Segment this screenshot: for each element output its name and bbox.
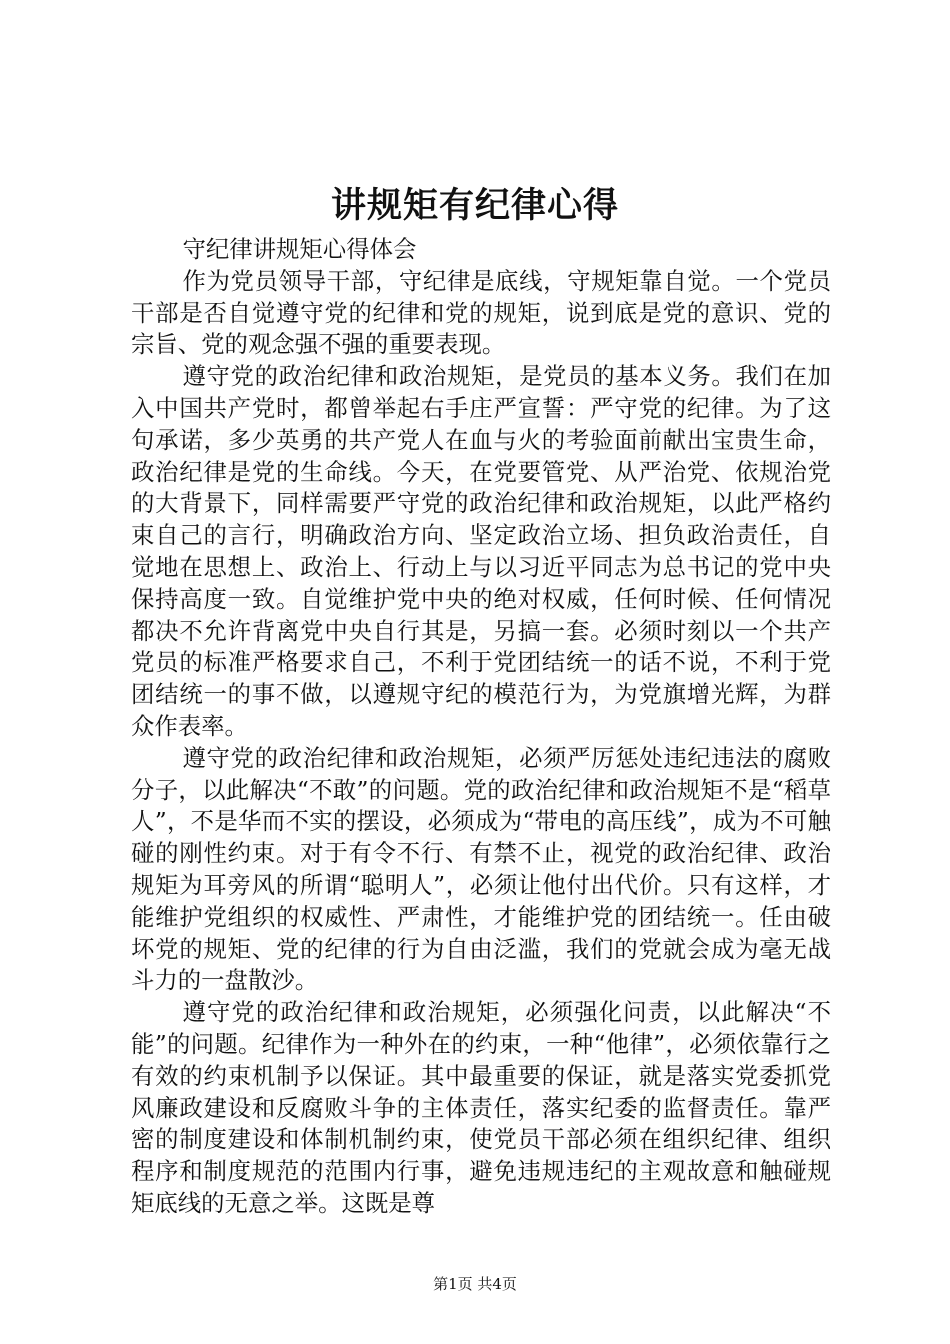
paragraph: 遵守党的政治纪律和政治规矩，是党员的基本义务。我们在加入中国共产党时，都曾举起右手庄严宣誓：严守党的纪律。为了这句承诺，多少英勇的共产党人在血与火的考验面前献出宝贵生命，政治纪律是党的生命线。今天，在党要管党、从严治党、依规治党的大背景下，同样需要严守党的政治纪律和政治规矩，以此严格约束自己的言行，明确政治方向、坚定政治立场、担负政治责任，自觉地在思想上、政治上、行动上与以习近平同志为总书记的党中央保持高度一致。自觉维护党中央的绝对权威，任何时候、任何情况都决不允许背离党中央自行其是，另搞一套。必须时刻以一个共产党员的标准严格要求自己，不利于党团结统一的话不说，不利于党团结统一的事不做，以遵规守纪的模范行为，为党旗增光辉，为群众作表率。: [131, 362, 831, 740]
paragraph-subtitle: 守纪律讲规矩心得体会: [182, 235, 417, 263]
paragraph: 遵守党的政治纪律和政治规矩，必须强化问责，以此解决“不能”的问题。纪律作为一种外在的约束，一种“他律”，必须依靠行之有效的约束机制予以保证。其中最重要的保证，就是落实党委抓党风廉政建设和反腐败斗争的主体责任，落实纪委的监督责任。靠严密的制度建设和体制机制约束，使党员干部必须在组织纪律、组织程序和制度规范的范围内行事，避免违规违纪的主观故意和触碰规矩底线的无意之举。这既是尊: [131, 998, 831, 1217]
document-body: [131, 234, 831, 1220]
paragraph: 作为党员领导干部，守纪律是底线，守规矩靠自觉。一个党员干部是否自觉遵守党的纪律和党的规矩，说到底是党的意识、党的宗旨、党的观念强不强的重要表现。: [131, 266, 831, 359]
page-footer: 第1页 共4页: [433, 1275, 517, 1293]
paragraph: 遵守党的政治纪律和政治规矩，必须严厉惩处违纪违法的腐败分子，以此解决“不敢”的问题。党的政治纪律和政治规矩不是“稻草人”，不是华而不实的摆设，必须成为“带电的高压线”，成为不可触碰的刚性约束。对于有令不行、有禁不止，视党的政治纪律、政治规矩为耳旁风的所谓“聪明人”，必须让他付出代价。只有这样，才能维护党组织的权威性、严肃性，才能维护党的团结统一。任由破坏党的规矩、党的纪律的行为自由泛滥，我们的党就会成为毫无战斗力的一盘散沙。: [131, 743, 831, 995]
document-title: 讲规矩有纪律心得: [330, 185, 619, 226]
